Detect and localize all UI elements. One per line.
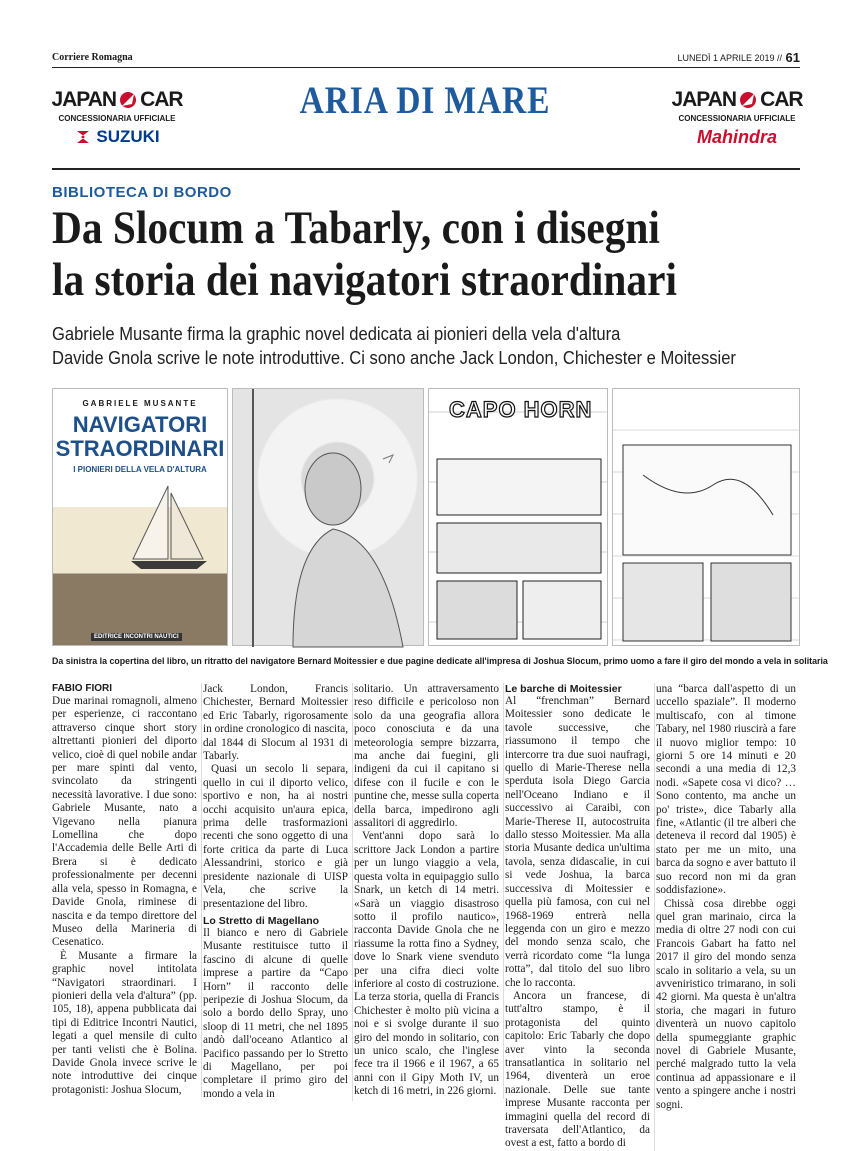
sailboat-icon <box>123 481 213 571</box>
section-divider <box>52 168 800 170</box>
paragraph: È Musante a firmare la graphic novel intitolata “Navigatori straordinari. I pionieri della vela d'altura” (pp. 105, 18), appena pubblicata dai tipi di Editrice Incontri Nautici, legati a quel mensile di culto per tanti velisti che è Bolina. Davide Gnola invece scrive le note introduttive dei cinque protagonisti: Joshua Slocum, <box>52 949 197 1096</box>
paragraph: Due marinai romagnoli, almeno per esperienze, ci raccontano attraverso cinque short story altrettanti pionieri del diporto velico, cioè di quel nobile andar per mare spinti dal vento, svincolato da stringenti necessità lavorative. I due sono: Gabriele Musante, nato a Vigevano nella pianura Lomellina che dopo l'Accademia delle Belle Arti di Brera si è dedicato professionalmente per decenni alla vela, spesso in Romagna, e Davide Gnola, riminese di nascita e da tempo direttore del Museo della Marineria di Cesenatico. <box>52 695 197 949</box>
article-column-2 <box>203 683 353 1101</box>
paragraph: solitario. Un attraversamento reso difficile e pericoloso non solo da una geografia allora poco conosciuta e da una meteorologia sempre bizzarra, ma anche dai fuegini, gli indigeni da cui il capitano si difese con il fucile e con le puntine che, messe sulla coperta della barca, impedirono agli assalitori di aggredirlo. <box>354 683 499 830</box>
paragraph: Vent'anni dopo sarà lo scrittore Jack London a partire per un lungo viaggio a vela, questa volta in equipaggio sullo Snark, un ketch di 14 metri. «Sarà un viaggio disastroso sotto il profilo nautico», racconta Davide Gnola che ne riassume la rotta fino a Sydney, dove lo Snark viene svenduto per una cifra dieci volte inferiore al costo di costruzione. La terza storia, quella di Francis Chichester è molto più vicina a noi e si svolge durante il suo giro del mondo in solitario, con un unico scalo, che l'inglese fece tra il 1966 e il 1967, a 65 anni con il Gipy Moth IV, un ketch di 16 metri, in 226 giorni. <box>354 830 499 1098</box>
comic-page-magellano <box>612 388 800 646</box>
cover-author: GABRIELE MUSANTE <box>82 399 198 408</box>
article-column-3 <box>354 683 504 1099</box>
sailor-portrait-icon <box>233 389 425 647</box>
cover-title: NAVIGATORI STRAORDINARI <box>55 412 225 461</box>
mahindra-wordmark: Mahindra <box>696 127 777 147</box>
byline: FABIO FIORI <box>52 683 112 694</box>
kicker: BIBLIOTECA DI BORDO <box>52 184 232 201</box>
article-column-1 <box>52 683 202 1097</box>
newspaper-name: Corriere Romagna <box>52 52 133 63</box>
dealer-tagline: CONCESSIONARIA UFFICIALE <box>678 114 796 123</box>
subheadline: Gabriele Musante firma la graphic novel dedicata ai pionieri della vela d'altura Davide Gnola scrive le note introduttive. Ci sono anche Jack London, Chichester e Moitessier <box>52 324 736 368</box>
article-column-5 <box>656 683 800 1112</box>
dealer-tagline: CONCESSIONARIA UFFICIALE <box>58 114 176 123</box>
comic-title: CAPO HORN <box>449 397 593 422</box>
paragraph: Chissà cosa direbbe oggi quel gran marinaio, circa la media di oltre 27 nodi con cui Francois Gabart ha fatto nel 2017 il giro del mondo senza scalo in solitario a vela, su un avveniristico trimarano, in soli 42 giorni. Ma questa è un'altra storia, che magari in futuro diventerà un nuovo capitolo della spumeggiante graphic novel di Gabriele Musante, perché malgrado tutto la vela continua ad appassionare e il vento a spingere anche i nostri sogni. <box>656 897 796 1111</box>
japan-car-mahindra-ad <box>672 88 802 148</box>
paragraph: Al “frenchman” Bernard Moitessier sono dedicate le tavole successive, che riassumono il tempo che intercorre tra due suoi naufragi, quello di Marie-Therese nella sperduta isola Diego Garcia nell'Oceano Indiano e il successivo ai Caraibi, con Marie-Therese II, autocostruita dallo stesso Moitessier. Ma alla storia Musante dedica un'ultima tavola, senza didascalie, in cui si vede Joshua, la barca successiva di Moitessier e quella più famosa, con cui nel 1968-1969 entrerà nella leggenda con un giro e mezzo del mondo senza scalo, che verrà ricordato come “la lunga rotta”, dal titolo del suo libro che lo racconta. <box>505 695 650 989</box>
paragraph: Quasi un secolo li separa, quello in cui il diporto velico, sportivo e non, ha ai nostri occhi acquisito un'aura epica, prima delle trasformazioni recenti che sono oggetto di una forte critica da parte di Luca Alessandrini, storico e già presidente nazionale di UISP Vela, che scrive la presentazione del libro. <box>203 763 348 910</box>
page-header <box>52 52 800 68</box>
photo-caption: Da sinistra la copertina del libro, un ritratto del navigatore Bernard Moitessier e due pagine dedicate all'impresa di Joshua Slocum, primo uomo a fare il giro del mondo a vela in solitaria <box>52 656 828 667</box>
article-column-4 <box>505 683 655 1151</box>
cover-subtitle: I PIONIERI DELLA VELA D'ALTURA <box>73 465 207 474</box>
suzuki-s-icon <box>74 128 92 146</box>
paragraph: Jack London, Francis Chichester, Bernard Moitessier ed Eric Tabarly, rigorosamente in ordine cronologico di nascita, dal 1844 di Slocum al 1931 di Tabarly. <box>203 683 348 763</box>
japan-car-suzuki-ad <box>52 88 182 147</box>
strait-map-icon <box>623 445 791 641</box>
book-cover-image <box>52 388 228 646</box>
page-number: 61 <box>785 50 800 65</box>
comic-page-capo-horn <box>428 388 608 646</box>
sail-logo-icon <box>738 90 758 110</box>
paragraph: una “barca dall'aspetto di un uccello spaziale”. Il moderno multiscafo, con al timone Tabary, nel 1980 riuscirà a fare il nuovo miglior tempo: 10 giorni 5 ore 14 minuti e 20 secondi a una media di 12,3 nodi. «Sapete cosa vi dico? … Sono contento, ma anche un po' triste», dice Tabarly alla fine, «Atlantic (il tre alberi che deteneva il record dal 1905) è stato per me un mito, una barca da sogno e aver battuto il suo record non mi da gran soddisfazione». <box>656 683 796 897</box>
cover-publisher: EDITRICE INCONTRI NAUTICI <box>91 633 182 641</box>
sail-logo-icon <box>118 90 138 110</box>
subheading: Lo Stretto di Magellano <box>203 914 320 927</box>
paragraph: Il bianco e nero di Gabriele Musante restituisce tutto il fascino di alcune di quelle imprese a partire da “Capo Horn” il racconto delle peripezie di Joshua Slocum, da solo a bordo dello Spray, uno sloop di 11 metri, che nel 1895 andò dall'oceano Atlantico al Pacifico passando per lo Stretto di Magellano, per poi completare il primo giro del mondo a vela in <box>203 926 348 1100</box>
issue-date: LUNEDÌ 1 APRILE 2019 // <box>677 53 782 63</box>
comic-panels-icon <box>437 459 601 639</box>
suzuki-wordmark: SUZUKI <box>96 127 160 146</box>
japan-car-logo: JAPAN CAR <box>671 88 803 111</box>
moitessier-portrait-image <box>232 388 424 646</box>
section-title: ARIA DI MARE <box>299 79 551 122</box>
japan-car-logo: JAPAN CAR <box>51 88 183 111</box>
paragraph: Ancora un francese, di tutt'altro stampo, è il protagonista del quinto capitolo: Eric Tabarly che dopo aver vinto la seconda transatlantica in solitario nel 1964, diventerà un eroe nazionale. Delle sue tante imprese Musante racconta per immagini quella del record di traversata dell'Atlantico, da ovest a est, fatto a bordo di <box>505 989 650 1150</box>
subheading: Le barche di Moitessier <box>505 683 622 695</box>
headline: Da Slocum a Tabarly, con i disegni la storia dei navigatori straordinari <box>52 202 677 306</box>
